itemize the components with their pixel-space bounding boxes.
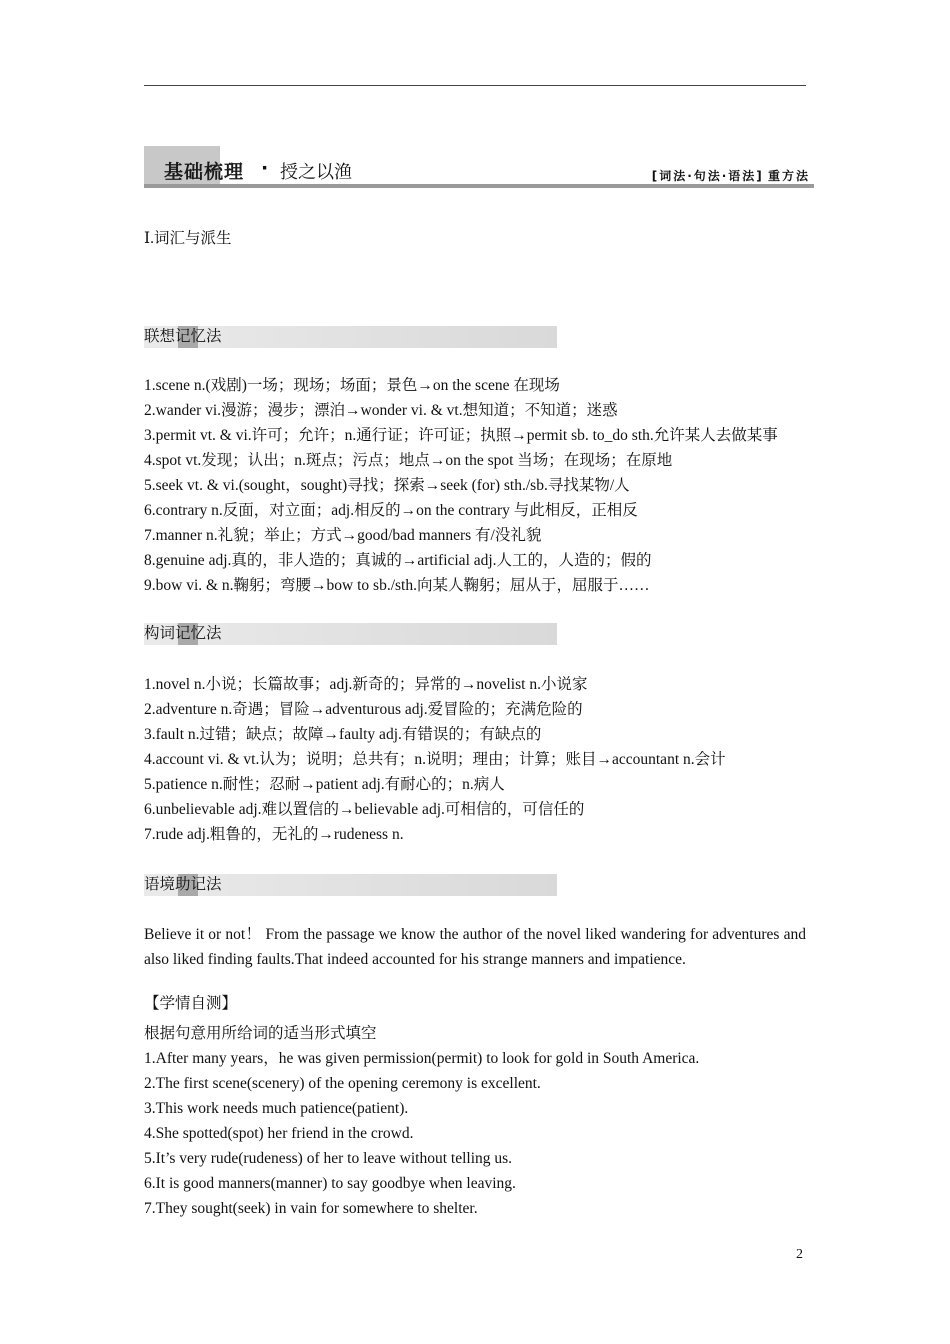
list-item: 2.adventure n.奇遇；冒险→adventurous adj.爱冒险的；充满危险的 bbox=[144, 701, 583, 718]
banner-bar bbox=[144, 184, 814, 188]
list-item: 2.wander vi.漫游；漫步；漂泊→wonder vi. & vt.想知道；不知道；迷惑 bbox=[144, 402, 618, 419]
list-item: 4.account vi. & vt.认为；说明；总共有；n.说明；理由；计算；账目→accountant n.会计 bbox=[144, 751, 726, 768]
association-list bbox=[144, 373, 778, 598]
list-item: 6.contrary n.反面，对立面；adj.相反的→on the contrary 与此相反，正相反 bbox=[144, 502, 638, 519]
list-item: 9.bow vi. & n.鞠躬；弯腰→bow to sb./sth.向某人鞠躬；屈从于，屈服于…… bbox=[144, 577, 650, 594]
list-item: 1.scene n.(戏剧)一场；现场；场面；景色→on the scene 在现场 bbox=[144, 377, 560, 394]
list-item: 3.This work needs much patience(patient). bbox=[144, 1100, 409, 1117]
list-item: 4.She spotted(spot) her friend in the crowd. bbox=[144, 1125, 414, 1142]
list-item: 1.After many years，he was given permission(permit) to look for gold in South America. bbox=[144, 1050, 700, 1067]
list-item: 5.patience n.耐性；忍耐→patient adj.有耐心的；n.病人 bbox=[144, 776, 505, 793]
context-paragraph: Believe it or not！ From the passage we know the author of the novel liked wandering for adventures and also liked finding faults.That indeed accounted for his strange manners and impatience. bbox=[144, 926, 806, 968]
banner-separator: · bbox=[261, 157, 269, 179]
self-test-instruction: 根据句意用所给词的适当形式填空 bbox=[144, 1025, 377, 1042]
word-formation-list bbox=[144, 672, 726, 847]
banner-tag-bracket: [词法·句法·语法] bbox=[651, 169, 764, 183]
banner-tag bbox=[652, 167, 810, 184]
header-rule bbox=[144, 85, 806, 86]
list-item: 8.genuine adj.真的，非人造的；真诚的→artificial adj.人工的，人造的；假的 bbox=[144, 552, 652, 569]
section-banner bbox=[144, 146, 814, 190]
banner-tag-method: 重方法 bbox=[767, 169, 810, 183]
banner-title: 基础梳理 bbox=[164, 161, 245, 183]
page-number: 2 bbox=[796, 1247, 803, 1262]
list-item: 5.seek vt. & vi.(sought，sought)寻找；探索→seek (for) sth./sb.寻找某物/人 bbox=[144, 477, 630, 494]
list-item: 6.It is good manners(manner) to say goodbye when leaving. bbox=[144, 1175, 516, 1192]
list-item: 7.rude adj.粗鲁的，无礼的→rudeness n. bbox=[144, 826, 404, 843]
list-item: 7.manner n.礼貌；举止；方式→good/bad manners 有/没礼貌 bbox=[144, 527, 542, 544]
list-item: 2.The first scene(scenery) of the opening ceremony is excellent. bbox=[144, 1075, 541, 1092]
list-item: 6.unbelievable adj.难以置信的→believable adj.可相信的，可信任的 bbox=[144, 801, 585, 818]
list-item: 7.They sought(seek) in vain for somewhere to shelter. bbox=[144, 1200, 478, 1217]
method-label-association: 联想记忆法 bbox=[144, 328, 222, 345]
list-item: 5.It’s very rude(rudeness) of her to leave without telling us. bbox=[144, 1150, 513, 1167]
method-band-word-formation bbox=[144, 623, 557, 645]
section-heading: Ⅰ.词汇与派生 bbox=[144, 230, 232, 247]
self-test-list bbox=[144, 1046, 699, 1221]
method-label-context: 语境助记法 bbox=[144, 876, 222, 893]
self-test-heading: 【学情自测】 bbox=[144, 995, 238, 1012]
method-band-context bbox=[144, 874, 557, 896]
banner-subtitle: 授之以渔 bbox=[280, 162, 352, 183]
list-item: 3.permit vt. & vi.许可；允许；n.通行证；许可证；执照→permit sb. to_do sth.允许某人去做某事 bbox=[144, 427, 778, 444]
list-item: 4.spot vt.发现；认出；n.斑点；污点；地点→on the spot 当场；在现场；在原地 bbox=[144, 452, 673, 469]
list-item: 3.fault n.过错；缺点；故障→faulty adj.有错误的；有缺点的 bbox=[144, 726, 542, 743]
list-item: 1.novel n.小说；长篇故事；adj.新奇的；异常的→novelist n.小说家 bbox=[144, 676, 588, 693]
method-label-word-formation: 构词记忆法 bbox=[144, 625, 222, 642]
method-band-association bbox=[144, 326, 557, 348]
